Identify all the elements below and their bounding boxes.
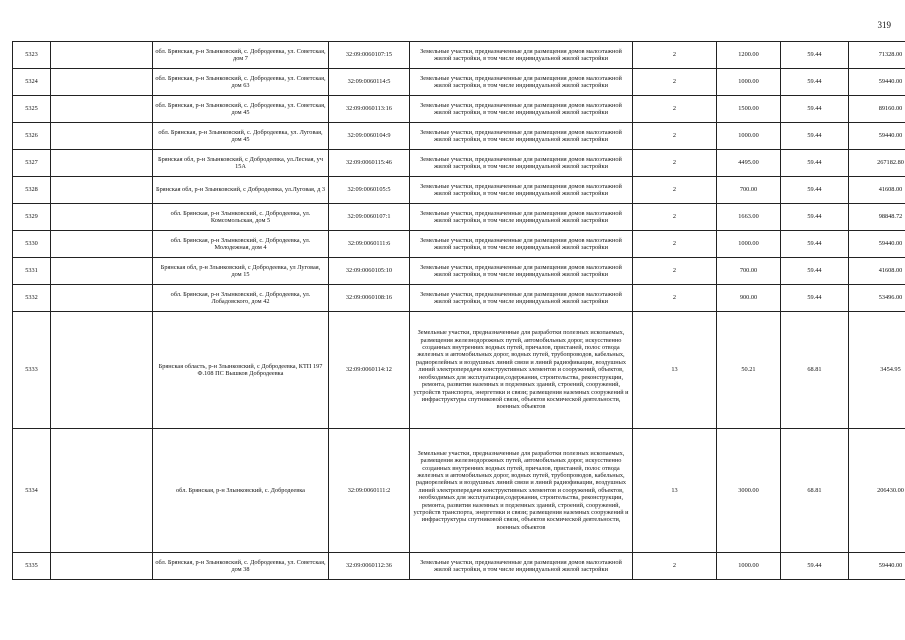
cell-permitted-use: Земельные участки, предназначенные для разработки полезных ископаемых, размещения железнодорожных путей, автомобильных дорог, искусственно созданных внутренних водных путей, причалов, пристаней, полос отвода железных и автомобильных дорог, водных путей, трубопроводов, кабельных, радиорелейных и воздушных линий связи и линий радиофикации, воздушных линий электропередачи конструктивных элементов и сооружений, объектов, необходимых для эксплуатации,содержания, строительства, реконструкции, ремонта, развития наземных и подземных зданий, строений, сооружений, устройств транспорта, энергетики и связи; размещения наземных сооружений и инфраструктуры спутниковой связи, объектов космической деятельности, военных объектов bbox=[410, 312, 633, 429]
cell-category: 2 bbox=[633, 42, 717, 69]
cell-cadastral-cost: 206430.00 bbox=[849, 429, 905, 553]
land-registry-table bbox=[12, 41, 905, 580]
cell-area: 50.21 bbox=[717, 312, 781, 429]
table-row bbox=[13, 42, 905, 69]
table-row bbox=[13, 231, 905, 258]
cell-rate: 59.44 bbox=[781, 123, 849, 150]
cell-permitted-use: Земельные участки, предназначенные для размещения домов малоэтажной жилой застройки, в том числе индивидуальной жилой застройки bbox=[410, 96, 633, 123]
cell-permitted-use: Земельные участки, предназначенные для размещения домов малоэтажной жилой застройки, в том числе индивидуальной жилой застройки bbox=[410, 231, 633, 258]
cell-cadastral-number: 32:09:0060108:16 bbox=[329, 285, 410, 312]
table-row bbox=[13, 258, 905, 285]
page-number: 319 bbox=[877, 20, 891, 30]
cell-permitted-use: Земельные участки, предназначенные для размещения домов малоэтажной жилой застройки, в том числе индивидуальной жилой застройки bbox=[410, 285, 633, 312]
cell-address: Брянская область, р-н Злынковский, с Добродеевка, КТП 197 Ф.108 ПС Вышков Добродеевка bbox=[153, 312, 329, 429]
cell-category: 2 bbox=[633, 204, 717, 231]
cell-cadastral-number: 32:09:0060111:6 bbox=[329, 231, 410, 258]
cell-cadastral-cost: 59440.00 bbox=[849, 231, 905, 258]
table-row bbox=[13, 150, 905, 177]
cell-address: Брянская обл, р-н Злынковский, с Добродеевка, ул.Луговая, д 3 bbox=[153, 177, 329, 204]
cell-permitted-use: Земельные участки, предназначенные для размещения домов малоэтажной жилой застройки, в том числе индивидуальной жилой застройки bbox=[410, 553, 633, 580]
cell-category: 2 bbox=[633, 69, 717, 96]
cell-empty bbox=[51, 429, 153, 553]
cell-id: 5333 bbox=[13, 312, 51, 429]
cell-rate: 59.44 bbox=[781, 258, 849, 285]
cell-cadastral-number: 32:09:0060105:5 bbox=[329, 177, 410, 204]
table-row bbox=[13, 429, 905, 553]
cell-cadastral-cost: 59440.00 bbox=[849, 69, 905, 96]
cell-area: 3000.00 bbox=[717, 429, 781, 553]
cell-rate: 59.44 bbox=[781, 150, 849, 177]
cell-empty bbox=[51, 204, 153, 231]
table-row bbox=[13, 204, 905, 231]
cell-rate: 68.81 bbox=[781, 312, 849, 429]
cell-cadastral-cost: 59440.00 bbox=[849, 553, 905, 580]
cell-cadastral-number: 32:09:0060107:1 bbox=[329, 204, 410, 231]
cell-permitted-use: Земельные участки, предназначенные для размещения домов малоэтажной жилой застройки, в том числе индивидуальной жилой застройки bbox=[410, 69, 633, 96]
cell-permitted-use: Земельные участки, предназначенные для размещения домов малоэтажной жилой застройки, в том числе индивидуальной жилой застройки bbox=[410, 204, 633, 231]
cell-address: обл. Брянская, р-н Злынковский, с. Добродеевка bbox=[153, 429, 329, 553]
cell-rate: 59.44 bbox=[781, 42, 849, 69]
cell-empty bbox=[51, 258, 153, 285]
cell-address: обл. Брянская, р-н Злынковский, с. Добродеевка, ул. Молодежная, дом 4 bbox=[153, 231, 329, 258]
cell-id: 5331 bbox=[13, 258, 51, 285]
table-row bbox=[13, 285, 905, 312]
cell-category: 13 bbox=[633, 429, 717, 553]
cell-id: 5334 bbox=[13, 429, 51, 553]
cell-category: 13 bbox=[633, 312, 717, 429]
cell-area: 1000.00 bbox=[717, 553, 781, 580]
cell-cadastral-number: 32:09:0060112:36 bbox=[329, 553, 410, 580]
cell-address: обл. Брянская, р-н Злынковский, с. Добродеевка, ул. Лобадовского, дом 42 bbox=[153, 285, 329, 312]
cell-permitted-use: Земельные участки, предназначенные для размещения домов малоэтажной жилой застройки, в том числе индивидуальной жилой застройки bbox=[410, 177, 633, 204]
cell-area: 900.00 bbox=[717, 285, 781, 312]
cell-rate: 59.44 bbox=[781, 69, 849, 96]
cell-empty bbox=[51, 150, 153, 177]
cell-cadastral-number: 32:09:0060105:10 bbox=[329, 258, 410, 285]
table-row bbox=[13, 177, 905, 204]
cell-rate: 59.44 bbox=[781, 553, 849, 580]
cell-cadastral-cost: 267182.80 bbox=[849, 150, 905, 177]
cell-id: 5332 bbox=[13, 285, 51, 312]
cell-rate: 59.44 bbox=[781, 177, 849, 204]
cell-address: обл. Брянская, р-н Злынковский, с. Добродеевка, ул. Советская, дом 63 bbox=[153, 69, 329, 96]
cell-permitted-use: Земельные участки, предназначенные для размещения домов малоэтажной жилой застройки, в том числе индивидуальной жилой застройки bbox=[410, 123, 633, 150]
cell-area: 1000.00 bbox=[717, 69, 781, 96]
cell-cadastral-cost: 59440.00 bbox=[849, 123, 905, 150]
cell-cadastral-number: 32:09:0060115:46 bbox=[329, 150, 410, 177]
cell-empty bbox=[51, 231, 153, 258]
cell-cadastral-number: 32:09:0060107:15 bbox=[329, 42, 410, 69]
cell-address: обл. Брянская, р-н Злынковский, с. Добродеевка, ул. Советская, дом 38 bbox=[153, 553, 329, 580]
cell-cadastral-number: 32:09:0060113:16 bbox=[329, 96, 410, 123]
cell-empty bbox=[51, 177, 153, 204]
cell-category: 2 bbox=[633, 177, 717, 204]
cell-rate: 59.44 bbox=[781, 231, 849, 258]
cell-empty bbox=[51, 69, 153, 96]
cell-cadastral-number: 32:09:0060104:9 bbox=[329, 123, 410, 150]
cell-address: Брянская обл, р-н Злынковский, с Добродеевка, ул.Лесная, уч 15А bbox=[153, 150, 329, 177]
cell-area: 4495.00 bbox=[717, 150, 781, 177]
cell-category: 2 bbox=[633, 150, 717, 177]
cell-category: 2 bbox=[633, 231, 717, 258]
cell-id: 5330 bbox=[13, 231, 51, 258]
cell-area: 1000.00 bbox=[717, 231, 781, 258]
cell-empty bbox=[51, 123, 153, 150]
cell-id: 5323 bbox=[13, 42, 51, 69]
cell-rate: 59.44 bbox=[781, 96, 849, 123]
cell-empty bbox=[51, 96, 153, 123]
cell-area: 700.00 bbox=[717, 177, 781, 204]
cell-id: 5324 bbox=[13, 69, 51, 96]
cell-id: 5325 bbox=[13, 96, 51, 123]
cell-permitted-use: Земельные участки, предназначенные для размещения домов малоэтажной жилой застройки, в том числе индивидуальной жилой застройки bbox=[410, 42, 633, 69]
cell-permitted-use: Земельные участки, предназначенные для размещения домов малоэтажной жилой застройки, в том числе индивидуальной жилой застройки bbox=[410, 258, 633, 285]
cell-rate: 59.44 bbox=[781, 285, 849, 312]
table-row bbox=[13, 69, 905, 96]
cell-cadastral-number: 32:09:0060111:2 bbox=[329, 429, 410, 553]
cell-area: 1200.00 bbox=[717, 42, 781, 69]
table-row bbox=[13, 123, 905, 150]
table-body bbox=[13, 42, 905, 580]
table-row bbox=[13, 96, 905, 123]
cell-category: 2 bbox=[633, 123, 717, 150]
cell-id: 5327 bbox=[13, 150, 51, 177]
cell-id: 5329 bbox=[13, 204, 51, 231]
cell-id: 5328 bbox=[13, 177, 51, 204]
cell-category: 2 bbox=[633, 96, 717, 123]
cell-address: Брянская обл, р-н Злынковский, с Добродеевка, ул Луговая, дом 15 bbox=[153, 258, 329, 285]
cell-address: обл. Брянская, р-н Злынковский, с. Добродеевка, ул. Советская, дом 7 bbox=[153, 42, 329, 69]
cell-rate: 59.44 bbox=[781, 204, 849, 231]
cell-id: 5335 bbox=[13, 553, 51, 580]
cell-cadastral-cost: 89160.00 bbox=[849, 96, 905, 123]
cell-empty bbox=[51, 42, 153, 69]
cell-empty bbox=[51, 553, 153, 580]
table-row bbox=[13, 312, 905, 429]
cell-area: 1000.00 bbox=[717, 123, 781, 150]
cell-address: обл. Брянская, р-н Злынковский, с. Добродеевка, ул. Комсомольская, дом 5 bbox=[153, 204, 329, 231]
cell-area: 1500.00 bbox=[717, 96, 781, 123]
cell-empty bbox=[51, 312, 153, 429]
cell-category: 2 bbox=[633, 258, 717, 285]
cell-cadastral-cost: 71328.00 bbox=[849, 42, 905, 69]
cell-area: 1663.00 bbox=[717, 204, 781, 231]
cell-cadastral-number: 32:09:0060114:12 bbox=[329, 312, 410, 429]
cell-cadastral-cost: 98848.72 bbox=[849, 204, 905, 231]
cell-cadastral-cost: 41608.00 bbox=[849, 177, 905, 204]
cell-empty bbox=[51, 285, 153, 312]
cell-cadastral-cost: 41608.00 bbox=[849, 258, 905, 285]
cell-address: обл. Брянская, р-н Злынковский, с. Добродеевка, ул. Советская, дом 45 bbox=[153, 96, 329, 123]
cell-category: 2 bbox=[633, 285, 717, 312]
cell-category: 2 bbox=[633, 553, 717, 580]
cell-cadastral-cost: 53496.00 bbox=[849, 285, 905, 312]
cell-cadastral-number: 32:09:0060114:5 bbox=[329, 69, 410, 96]
cell-cadastral-cost: 3454.95 bbox=[849, 312, 905, 429]
table-row bbox=[13, 553, 905, 580]
cell-permitted-use: Земельные участки, предназначенные для разработки полезных ископаемых, размещения железнодорожных путей, автомобильных дорог, искусственно созданных внутренних водных путей, причалов, пристаней, полос отвода железных и автомобильных дорог, водных путей, трубопроводов, кабельных, радиорелейных и воздушных линий связи и линий радиофикации, воздушных линий электропередачи конструктивных элементов и сооружений, объектов, необходимых для эксплуатации,содержания, строительства, реконструкции, ремонта, развития наземных и подземных зданий, строений, сооружений, устройств транспорта, энергетики и связи; размещения наземных сооружений и инфраструктуры спутниковой связи, объектов космической деятельности, военных объектов bbox=[410, 429, 633, 553]
cell-area: 700.00 bbox=[717, 258, 781, 285]
cell-rate: 68.81 bbox=[781, 429, 849, 553]
cell-id: 5326 bbox=[13, 123, 51, 150]
cell-address: обл. Брянская, р-н Злынковский, с. Добродеевка, ул. Луговая, дом 45 bbox=[153, 123, 329, 150]
cell-permitted-use: Земельные участки, предназначенные для размещения домов малоэтажной жилой застройки, в том числе индивидуальной жилой застройки bbox=[410, 150, 633, 177]
